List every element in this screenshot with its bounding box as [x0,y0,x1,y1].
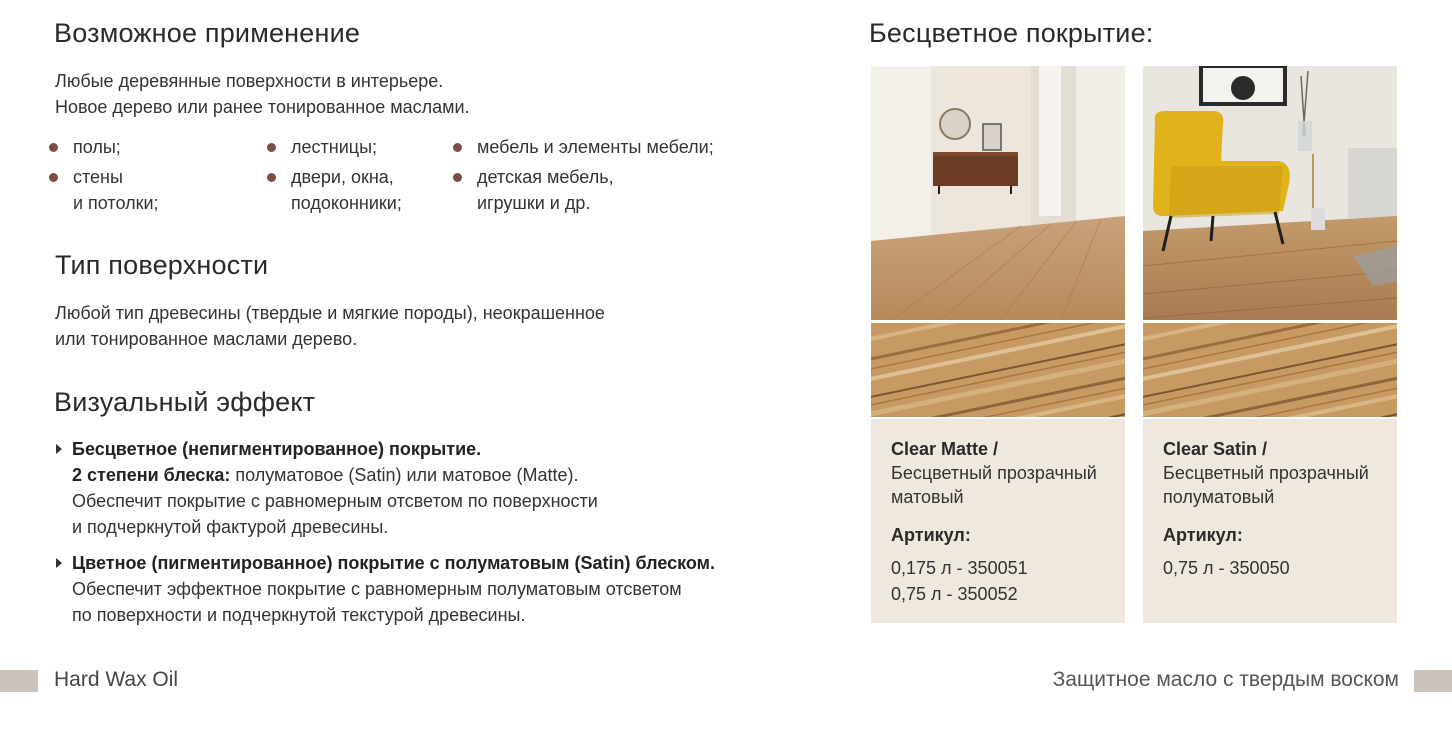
effect-heading: Визуальный эффект [54,387,316,417]
sku-item: 0,75 л - 350050 [1163,558,1290,578]
footer-bar-left [0,670,38,692]
product-name-ru: полуматовый [1163,487,1275,507]
products-heading: Бесцветное покрытие: [869,18,1154,48]
list-item-text: полы; [73,137,121,157]
triangle-bullet-icon [56,444,62,454]
bullet-icon [453,173,462,182]
product-info [871,419,1125,623]
usage-heading: Возможное применение [54,18,361,48]
effect-item-colored [54,550,754,628]
product-name [891,437,1105,509]
sku-list [1163,555,1377,581]
gloss-label: 2 степени блеска: [72,465,231,485]
product-name [1163,437,1377,509]
list-item-text: двери, окна, подоконники; [291,167,402,213]
product-name-ru: Бесцветный прозрачный [1163,463,1369,483]
list-item-text: детская мебель, игрушки и др. [477,167,614,213]
product-name-ru: Бесцветный прозрачный [891,463,1097,483]
surface-text [55,300,605,352]
product-name-ru: матовый [891,487,964,507]
wood-texture-swatch [1143,323,1397,417]
surface-line: или тонированное маслами дерево. [55,329,358,349]
usage-intro-line: Новое дерево или ранее тонированное маслами. [55,97,470,117]
list-item-text: лестницы; [291,137,378,157]
bullet-icon [267,173,276,182]
usage-intro-line: Любые деревянные поверхности в интерьере. [55,71,444,91]
surface-line: Любой тип древесины (твердые и мягкие породы), неокрашенное [55,303,605,323]
effect-item-title: Цветное (пигментированное) покрытие с полуматовым (Satin) блеском. [72,553,715,573]
product-info [1143,419,1397,623]
usage-intro [55,68,470,120]
effect-item-colorless [54,436,754,540]
triangle-bullet-icon [56,558,62,568]
effect-item-line: Обеспечит эффектное покрытие с равномерным полуматовым отсветом [72,579,682,599]
list-item [453,134,714,160]
list-item-text: мебель и элементы мебели; [477,137,714,157]
bullet-icon [49,173,58,182]
effect-list [54,436,754,638]
list-item [453,164,714,216]
footer-product-name: Hard Wax Oil [54,668,179,691]
surface-heading: Тип поверхности [55,250,269,280]
bullet-icon [49,143,58,152]
bullet-icon [267,143,276,152]
product-card-clear-matte [871,66,1125,623]
effect-item-line: и подчеркнутой фактурой древесины. [72,517,389,537]
list-item [49,134,159,160]
article-label: Артикул: [891,525,971,545]
usage-list-col-1 [49,134,159,220]
effect-item-line: по поверхности и подчеркнутой текстурой древесины. [72,605,526,625]
footer-product-description: Защитное масло с твердым воском [1052,668,1399,691]
product-name-en: Clear Matte / [891,439,999,459]
list-item [267,164,402,216]
interior-hallway-photo [871,66,1125,320]
usage-list-col-3 [453,134,714,220]
sku-item: 0,175 л - 350051 [891,558,1028,578]
bullet-icon [453,143,462,152]
sku-list [891,555,1105,607]
effect-item-title: Бесцветное (непигментированное) покрытие. [72,439,482,459]
list-item-text: стены и потолки; [73,167,159,213]
list-item [49,164,159,216]
gloss-text: полуматовое (Satin) или матовое (Matte). [230,465,579,485]
wood-texture-swatch [871,323,1125,417]
product-name-en: Clear Satin / [1163,439,1268,459]
product-card-clear-satin [1143,66,1397,623]
effect-item-line: Обеспечит покрытие с равномерным отсветом по поверхности [72,491,598,511]
interior-armchair-photo [1143,66,1397,320]
sku-item: 0,75 л - 350052 [891,584,1018,604]
article-label: Артикул: [1163,525,1243,545]
usage-list-col-2 [267,134,402,220]
effect-gloss-line [72,462,754,488]
footer-bar-right [1414,670,1452,692]
list-item [267,134,402,160]
